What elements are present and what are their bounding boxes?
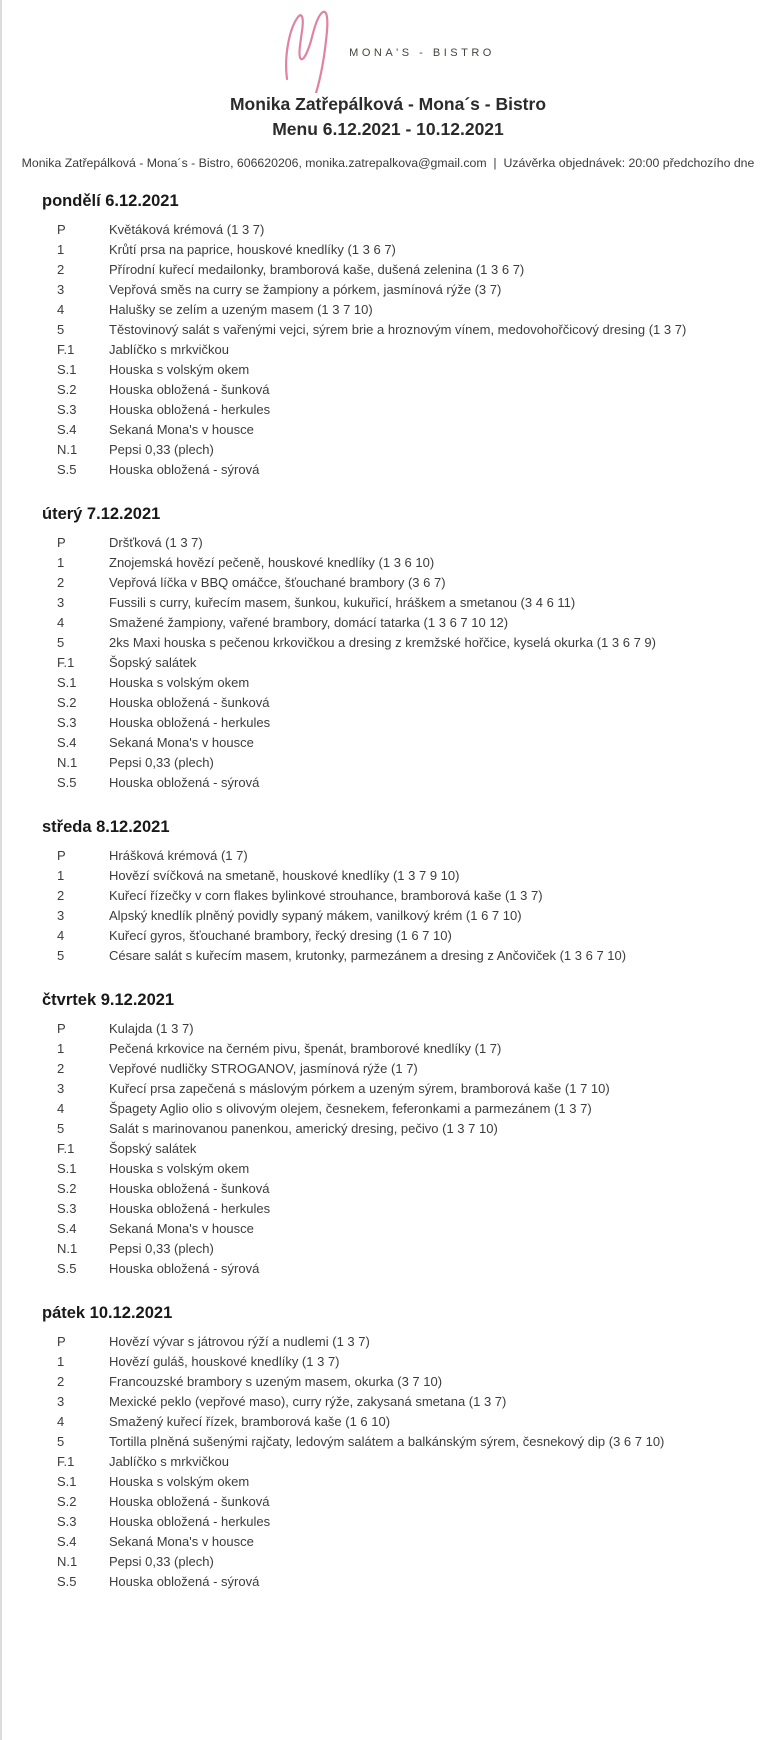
menu-row [2,440,774,460]
day-section [2,1304,774,1592]
menu-row [2,906,774,926]
menu-row [2,1079,774,1099]
item-code: 3 [57,907,65,923]
item-text: Césare salát s kuřecím masem, krutonky, parmezánem a dresing z Ančoviček (1 3 6 7 10) [109,947,627,963]
item-text: Hovězí guláš, houskové knedlíky (1 3 7) [109,1353,340,1369]
item-code: 2 [57,887,65,903]
menu-row [2,1199,774,1219]
item-text: Pepsi 0,33 (plech) [109,1553,214,1569]
item-text: Pepsi 0,33 (plech) [109,441,214,457]
menu-row [2,693,774,713]
item-code: 5 [57,634,65,650]
item-text: Salát s marinovanou panenkou, americký dresing, pečivo (1 3 7 10) [109,1120,498,1136]
item-code: F.1 [57,654,75,670]
menu-row [2,220,774,240]
menu-row [2,1572,774,1592]
menu-row [2,1432,774,1452]
menu-row [2,1019,774,1039]
menu-row [2,633,774,653]
menu-row [2,653,774,673]
item-text: Květáková krémová (1 3 7) [109,221,265,237]
item-text: Houska s volským okem [109,1473,250,1489]
menu-row [2,1512,774,1532]
menu-days [2,192,774,1592]
item-text: Šopský salátek [109,654,197,670]
menu-row [2,460,774,480]
item-code: S.4 [57,1533,77,1549]
item-text: Kuřecí řízečky v corn flakes bylinkové strouhance, bramborová kaše (1 3 7) [109,887,543,903]
menu-row [2,340,774,360]
item-text: Houska obložená - sýrová [109,461,260,477]
menu-row [2,360,774,380]
item-text: Krůtí prsa na paprice, houskové knedlíky (1 3 6 7) [109,241,396,257]
menu-row [2,1372,774,1392]
item-text: Jablíčko s mrkvičkou [109,341,229,357]
menu-row [2,673,774,693]
item-text: Francouzské brambory s uzeným masem, okurka (3 7 10) [109,1373,443,1389]
item-code: 4 [57,1100,65,1116]
item-text: Pečená krkovice na černém pivu, špenát, bramborové knedlíky (1 7) [109,1040,502,1056]
item-text: Houska obložená - šunková [109,694,270,710]
item-text: Hovězí vývar s játrovou rýží a nudlemi (1 3 7) [109,1333,370,1349]
menu-row [2,713,774,733]
item-code: S.3 [57,1200,77,1216]
day-section [2,192,774,480]
day-rows [2,533,774,793]
item-code: P [57,534,66,550]
item-code: S.1 [57,1160,77,1176]
day-rows [2,220,774,480]
item-text: Jablíčko s mrkvičkou [109,1453,229,1469]
item-text: Houska obložená - šunková [109,1180,270,1196]
day-section [2,818,774,966]
item-code: 5 [57,1433,65,1449]
menu-row [2,593,774,613]
item-code: 1 [57,867,65,883]
menu-row [2,1472,774,1492]
item-text: Houska obložená - herkules [109,1513,271,1529]
item-code: S.5 [57,1260,77,1276]
item-text: Sekaná Mona's v housce [109,734,254,750]
menu-row [2,1159,774,1179]
item-text: Houska obložená - sýrová [109,1260,260,1276]
menu-row [2,1452,774,1472]
item-code: S.2 [57,694,77,710]
menu-row [2,1392,774,1412]
item-code: P [57,847,66,863]
item-text: Hovězí svíčková na smetaně, houskové knedlíky (1 3 7 9 10) [109,867,460,883]
menu-row [2,1552,774,1572]
item-code: S.3 [57,714,77,730]
item-code: 2 [57,1060,65,1076]
menu-row [2,886,774,906]
menu-row [2,1532,774,1552]
menu-row [2,1412,774,1432]
day-rows [2,1332,774,1592]
item-code: 4 [57,927,65,943]
item-text: Znojemská hovězí pečeně, houskové knedlíky (1 3 6 10) [109,554,435,570]
menu-row [2,753,774,773]
menu-row [2,1119,774,1139]
item-code: 2 [57,261,65,277]
item-text: Těstovinový salát s vařenými vejci, sýrem brie a hroznovým vínem, medovohořčicový dresing (1 3 7) [109,321,687,337]
menu-row [2,1039,774,1059]
item-code: 5 [57,321,65,337]
menu-row [2,946,774,966]
item-code: S.5 [57,1573,77,1589]
day-section [2,505,774,793]
item-code: 3 [57,281,65,297]
item-text: Vepřová směs na curry se žampiony a pórkem, jasmínová rýže (3 7) [109,281,502,297]
item-text: Fussili s curry, kuřecím masem, šunkou, kukuřicí, hráškem a smetanou (3 4 6 11) [109,594,576,610]
item-code: S.3 [57,401,77,417]
item-text: Houska obložená - šunková [109,1493,270,1509]
item-text: Mexické peklo (vepřové maso), curry rýže, zakysaná smetana (1 3 7) [109,1393,507,1409]
item-code: 4 [57,301,65,317]
item-text: Houska obložená - herkules [109,1200,271,1216]
menu-row [2,926,774,946]
item-code: 1 [57,1040,65,1056]
logo [2,12,774,88]
item-code: F.1 [57,1140,75,1156]
logo-brand-text: MONA'S - BISTRO [349,47,495,59]
day-heading: úterý 7.12.2021 [42,504,161,523]
item-text: Alpský knedlík plněný povidly sypaný mákem, vanilkový krém (1 6 7 10) [109,907,522,923]
item-text: Houska s volským okem [109,674,250,690]
item-code: 3 [57,1080,65,1096]
page-title: Monika Zatřepálková - Mona´s - Bistro [229,94,547,114]
menu-row [2,1219,774,1239]
menu-date-range: Menu 6.12.2021 - 10.12.2021 [272,119,504,140]
item-code: S.1 [57,674,77,690]
item-text: Sekaná Mona's v housce [109,421,254,437]
menu-row [2,733,774,753]
day-rows [2,1019,774,1279]
item-text: Dršťková (1 3 7) [109,534,203,550]
menu-row [2,1139,774,1159]
item-text: Smažené žampiony, vařené brambory, domácí tatarka (1 3 6 7 10 12) [109,614,509,630]
doc-header [2,0,774,172]
item-text: Vepřové nudličky STROGANOV, jasmínová rýže (1 7) [109,1060,418,1076]
item-code: P [57,1020,66,1036]
menu-row [2,320,774,340]
menu-row [2,613,774,633]
day-heading: pondělí 6.12.2021 [42,191,179,210]
item-code: S.2 [57,1493,77,1509]
item-text: Houska obložená - sýrová [109,774,260,790]
menu-row [2,866,774,886]
item-code: 3 [57,1393,65,1409]
day-section [2,991,774,1279]
item-code: 5 [57,947,65,963]
day-rows [2,846,774,966]
item-text: Houska s volským okem [109,1160,250,1176]
item-text: Kulajda (1 3 7) [109,1020,194,1036]
day-heading: středa 8.12.2021 [42,817,170,836]
item-text: Halušky se zelím a uzeným masem (1 3 7 10) [109,301,373,317]
item-code: 2 [57,1373,65,1389]
item-text: Pepsi 0,33 (plech) [109,754,214,770]
day-heading: čtvrtek 9.12.2021 [42,990,175,1009]
item-code: S.1 [57,1473,77,1489]
menu-row [2,240,774,260]
item-code: N.1 [57,1240,78,1256]
logo-m-icon [281,7,333,93]
item-code: P [57,1333,66,1349]
day-heading: pátek 10.12.2021 [42,1303,173,1322]
item-code: S.4 [57,1220,77,1236]
menu-row [2,420,774,440]
menu-row [2,1059,774,1079]
item-text: Sekaná Mona's v housce [109,1220,254,1236]
item-text: Houska obložená - herkules [109,714,271,730]
item-code: S.2 [57,1180,77,1196]
contact-line: Monika Zatřepálková - Mona´s - Bistro, 606620206, monika.zatrepalkova@gmail.com | Uzávěrka objednávek: 20:00 předchozího dne [21,155,755,170]
item-text: Houska s volským okem [109,361,250,377]
menu-row [2,1099,774,1119]
menu-row [2,300,774,320]
item-code: N.1 [57,1553,78,1569]
menu-row [2,1239,774,1259]
item-text: Vepřová líčka v BBQ omáčce, šťouchané brambory (3 6 7) [109,574,446,590]
menu-row [2,533,774,553]
item-code: S.4 [57,421,77,437]
item-code: S.4 [57,734,77,750]
item-text: Šopský salátek [109,1140,197,1156]
menu-row [2,380,774,400]
item-code: N.1 [57,754,78,770]
item-code: S.5 [57,461,77,477]
item-code: S.5 [57,774,77,790]
item-code: 1 [57,554,65,570]
menu-row [2,400,774,420]
item-code: F.1 [57,1453,75,1469]
item-code: S.3 [57,1513,77,1529]
item-text: Houska obložená - šunková [109,381,270,397]
menu-row [2,1179,774,1199]
item-text: Špagety Aglio olio s olivovým olejem, česnekem, feferonkami a parmezánem (1 3 7) [109,1100,592,1116]
item-code: 1 [57,241,65,257]
item-text: Kuřecí prsa zapečená s máslovým pórkem a uzeným sýrem, bramborová kaše (1 7 10) [109,1080,610,1096]
menu-row [2,1352,774,1372]
item-code: 2 [57,574,65,590]
item-text: 2ks Maxi houska s pečenou krkovičkou a dresing z kremžské hořčice, kyselá okurka (1 3 6 7 9) [109,634,656,650]
item-text: Kuřecí gyros, šťouchané brambory, řecký dresing (1 6 7 10) [109,927,452,943]
menu-row [2,1492,774,1512]
item-code: S.1 [57,361,77,377]
menu-row [2,553,774,573]
item-text: Houska obložená - herkules [109,401,271,417]
item-code: S.2 [57,381,77,397]
menu-row [2,1259,774,1279]
menu-row [2,773,774,793]
menu-row [2,573,774,593]
item-text: Sekaná Mona's v housce [109,1533,254,1549]
item-text: Pepsi 0,33 (plech) [109,1240,214,1256]
menu-row [2,1332,774,1352]
item-code: 3 [57,594,65,610]
menu-row [2,260,774,280]
item-code: N.1 [57,441,78,457]
item-code: 1 [57,1353,65,1369]
item-text: Přírodní kuřecí medailonky, bramborová kaše, dušená zelenina (1 3 6 7) [109,261,525,277]
item-text: Smažený kuřecí řízek, bramborová kaše (1 6 10) [109,1413,391,1429]
menu-row [2,846,774,866]
item-text: Hrášková krémová (1 7) [109,847,248,863]
item-text: Houska obložená - sýrová [109,1573,260,1589]
item-code: F.1 [57,341,75,357]
item-code: 4 [57,614,65,630]
item-code: 5 [57,1120,65,1136]
menu-row [2,280,774,300]
item-code: 4 [57,1413,65,1429]
item-text: Tortilla plněná sušenými rajčaty, ledovým salátem a balkánským sýrem, česnekový dip (3 6 7 10) [109,1433,665,1449]
item-code: P [57,221,66,237]
